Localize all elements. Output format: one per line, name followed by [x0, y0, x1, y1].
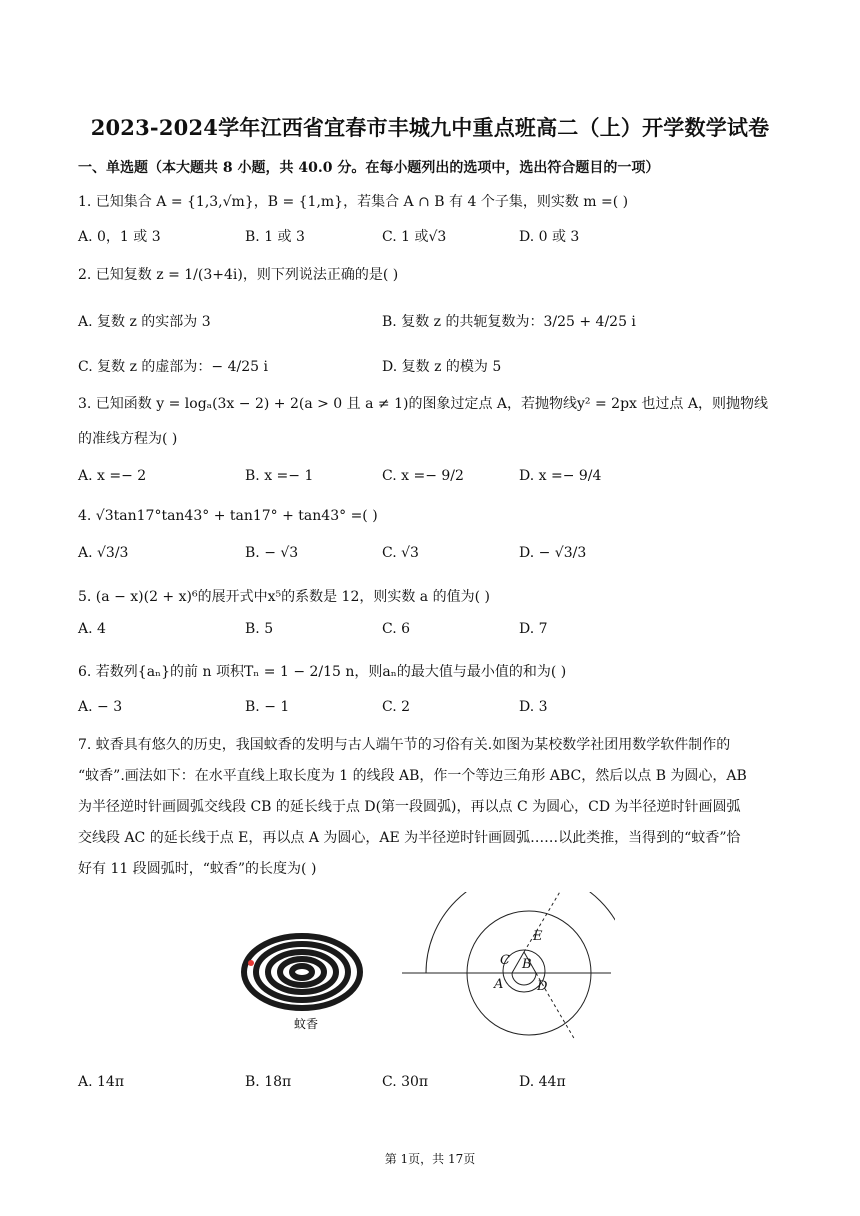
figure-caption: 蚊香 — [293, 1017, 319, 1031]
q6-option-a: A. − 3 — [78, 699, 123, 715]
question-6-stem: 6. 若数列{aₙ}的前 n 项积Tₙ = 1 − 2/15 n，则aₙ的最大值与最小值的和为( ) — [78, 664, 567, 680]
segment-d-extended — [548, 994, 575, 1040]
question-3-stem-line-2: 的准线方程为( ) — [78, 431, 178, 447]
q7-option-a: A. 14π — [78, 1074, 125, 1090]
coil-spiral — [244, 936, 360, 1008]
label-a: A — [494, 977, 504, 992]
q4-option-c: C. √3 — [382, 545, 419, 561]
q7-option-c: C. 30π — [382, 1074, 429, 1090]
q2-option-a: A. 复数 z 的实部为 3 — [78, 314, 211, 330]
question-2-stem: 2. 已知复数 z = 1/(3+4i)，则下列说法正确的是( ) — [78, 267, 399, 283]
mosquito-coil-image — [238, 928, 374, 1038]
question-7-stem-line-1: 7. 蚊香具有悠久的历史，我国蚊香的发明与古人端午节的习俗有关.如图为某校数学社团用数学软件制作的 — [78, 737, 731, 753]
question-7-stem-line-3: 为半径逆时针画圆弧交线段 CB 的延长线于点 D(第一段圆弧)，再以点 C 为圆心，CD 为半径逆时针画圆弧 — [78, 799, 741, 815]
label-e: E — [533, 929, 543, 944]
coil-ember — [248, 960, 254, 966]
q1-option-a: A. 0，1 或 3 — [78, 229, 161, 245]
q1-option-d: D. 0 或 3 — [519, 229, 580, 245]
q2-option-c: C. 复数 z 的虚部为：− 4/25 i — [78, 359, 268, 375]
q1-option-b: B. 1 或 3 — [245, 229, 305, 245]
q3-option-b: B. x =− 1 — [245, 468, 314, 484]
q5-option-d: D. 7 — [519, 621, 548, 637]
question-7-stem-line-4: 交线段 AC 的延长线于点 E，再以点 A 为圆心，AE 为半径逆时针画圆弧……以此类推，当得到的“蚊香”恰 — [78, 830, 741, 846]
spiral-arc-diagram — [400, 892, 615, 1057]
outer-arc — [426, 892, 615, 973]
q5-option-b: B. 5 — [245, 621, 274, 637]
q3-option-a: A. x =− 2 — [78, 468, 147, 484]
label-b: B — [522, 957, 532, 972]
question-5-stem: 5. (a − x)(2 + x)⁶的展开式中x⁵的系数是 12，则实数 a 的值为( ) — [78, 589, 490, 605]
q2-option-b: B. 复数 z 的共轭复数为：3/25 + 4/25 i — [382, 314, 636, 330]
q7-option-d: D. 44π — [519, 1074, 566, 1090]
q4-option-a: A. √3/3 — [78, 545, 129, 561]
q4-option-d: D. − √3/3 — [519, 545, 587, 561]
q7-option-b: B. 18π — [245, 1074, 292, 1090]
q2-option-d: D. 复数 z 的模为 5 — [382, 359, 502, 375]
segment-ce — [524, 892, 561, 952]
q5-option-a: A. 4 — [78, 621, 106, 637]
question-1-stem: 1. 已知集合 A = {1,3,√m}，B = {1,m}，若集合 A ∩ B 有 4 个子集，则实数 m =( ) — [78, 194, 629, 210]
page-title: 2023-2024学年江西省宜春市丰城九中重点班高二（上）开学数学试卷 — [90, 115, 770, 140]
question-4-stem: 4. √3tan17°tan43° + tan17° + tan43° =( ) — [78, 508, 378, 524]
q3-option-c: C. x =− 9/2 — [382, 468, 464, 484]
label-d: D — [537, 979, 548, 994]
q1-option-c: C. 1 或√3 — [382, 229, 447, 245]
page-footer: 第 1页，共 17页 — [384, 1152, 476, 1166]
q6-option-c: C. 2 — [382, 699, 411, 715]
label-c: C — [500, 953, 510, 968]
q6-option-d: D. 3 — [519, 699, 548, 715]
q3-option-d: D. x =− 9/4 — [519, 468, 602, 484]
question-7-stem-line-2: “蚊香”.画法如下：在水平直线上取长度为 1 的线段 AB，作一个等边三角形 ABC，然后以点 B 为圆心，AB — [78, 768, 747, 784]
section-heading: 一、单选题（本大题共 8 小题，共 40.0 分。在每小题列出的选项中，选出符合题目的一项） — [78, 160, 660, 176]
q5-option-c: C. 6 — [382, 621, 411, 637]
question-3-stem-line-1: 3. 已知函数 y = logₐ(3x − 2) + 2(a > 0 且 a ≠ 1)的图象过定点 A，若抛物线y² = 2px 也过点 A，则抛物线 — [78, 396, 768, 412]
small-arc — [512, 973, 536, 985]
question-7-stem-line-5: 好有 11 段圆弧时，“蚊香”的长度为( ) — [78, 861, 317, 877]
q6-option-b: B. − 1 — [245, 699, 290, 715]
q4-option-b: B. − √3 — [245, 545, 299, 561]
